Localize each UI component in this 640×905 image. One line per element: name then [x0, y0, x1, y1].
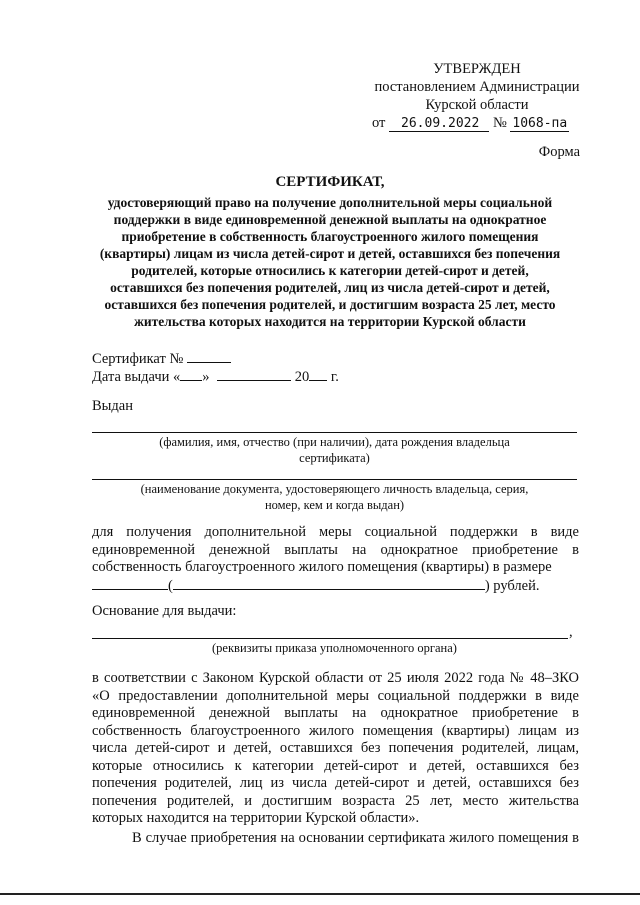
identity-document-line[interactable] [92, 479, 577, 480]
certificate-number-blank[interactable] [187, 350, 231, 363]
amount-words-blank[interactable] [173, 577, 485, 590]
scan-edge-line [0, 893, 640, 895]
certificate-number-label: Сертификат № [92, 351, 184, 367]
next-paragraph [92, 830, 579, 848]
approval-title: УТВЕРЖДЕН [433, 61, 521, 77]
issued-name-line[interactable] [92, 432, 577, 433]
basis-caption: (реквизиты приказа уполномоченного органа) [212, 641, 457, 655]
issue-month-blank[interactable] [217, 368, 291, 381]
issued-label: Выдан [92, 398, 133, 414]
purpose-line: для получения дополнительной меры социальной поддержки в виде [92, 524, 579, 540]
approval-date: 26.09.2022 [389, 116, 489, 132]
caption-name [92, 434, 577, 466]
certificate-number-date-block [92, 350, 339, 386]
approval-date-line [372, 114, 582, 133]
certificate-number-row [92, 350, 339, 368]
subtitle-line: приобретение в собственность благоустроенного жилого помещения [121, 229, 539, 244]
approval-line-1: постановлением Администрации [374, 79, 580, 95]
caption-document [92, 481, 577, 513]
subtitle-line: оставшихся без попечения родителей, и достигшим возраста 25 лет, место [104, 297, 556, 312]
basis-label: Основание для выдачи: [92, 603, 237, 619]
subtitle-line: жительства которых находится на территории Курской области [134, 314, 526, 329]
certificate-subtitle [80, 194, 580, 330]
issue-date-quote-close: » [202, 369, 210, 385]
caption-document-line: номер, кем и когда выдан) [264, 498, 405, 512]
amount-row [92, 577, 579, 596]
law-paragraph [92, 670, 579, 828]
issue-year-blank[interactable] [309, 368, 327, 381]
approval-from-label: от [372, 115, 386, 131]
issue-date-row [92, 368, 339, 386]
issue-date-label: Дата выдачи « [92, 369, 181, 385]
next-paragraph-text: В случае приобретения на основании сертификата жилого помещения в [132, 830, 579, 846]
basis-line[interactable] [92, 638, 568, 639]
approval-stamp [372, 60, 582, 133]
approval-line-2: Курской области [425, 97, 529, 113]
issue-day-blank[interactable] [180, 368, 202, 381]
caption-document-line: (наименование документа, удостоверяющего личность владельца, серия, [140, 482, 529, 496]
subtitle-line: родителей, которые относились к категории детей-сирот и детей, [131, 263, 529, 278]
approval-number: 1068-па [512, 116, 568, 131]
certificate-title-block [80, 174, 580, 330]
subtitle-line: поддержки в виде единовременной денежной выплаты на однократное [113, 212, 547, 227]
amount-digits-blank[interactable] [92, 577, 168, 590]
purpose-line: единовременной денежной выплаты на однократное приобретение в [92, 541, 579, 558]
issue-year-suffix: г. [330, 369, 339, 385]
purpose-paragraph [92, 524, 579, 595]
purpose-line: собственность благоустроенного жилого помещения (квартиры) в размере [92, 559, 552, 575]
caption-name-line: сертификата) [299, 451, 370, 465]
subtitle-line: (квартиры) лицам из числа детей-сирот и детей, оставшихся без попечения [99, 246, 561, 261]
issue-year-prefix: 20 [294, 369, 310, 385]
law-paragraph-text: в соответствии с Законом Курской области от 25 июля 2022 года № 48–ЗКО «О предоставлении дополнительной меры социальной поддержки в виде единовременной денежной выплаты на однократное приобретение в собственность благоустроенного жилого помещения (квартиры) лицам из числа детей-сирот и детей, оставшихся без попечения родителей, лицам, которые относились к категории детей-сирот и детей, оставшихся без попечения родителей, лиц из числа детей-сирот и детей, оставшихся без попечения родителей, и достигшим возраста 25 лет, место жительства которых находится на территории Курской области». [92, 670, 579, 826]
amount-close-paren: ) рублей. [484, 577, 540, 594]
certificate-title: СЕРТИФИКАТ, [275, 174, 385, 190]
subtitle-line: удостоверяющий право на получение дополнительной меры социальной [107, 195, 553, 210]
caption-name-line: (фамилия, имя, отчество (при наличии), дата рождения владельца [159, 435, 510, 449]
amount-open-paren: ( [168, 577, 173, 594]
approval-number-label: № [492, 115, 507, 131]
form-label: Форма [538, 144, 580, 160]
basis-comma: , [569, 624, 573, 640]
subtitle-line: оставшихся без попечения родителей, лиц из числа детей-сирот и детей, [110, 280, 550, 295]
